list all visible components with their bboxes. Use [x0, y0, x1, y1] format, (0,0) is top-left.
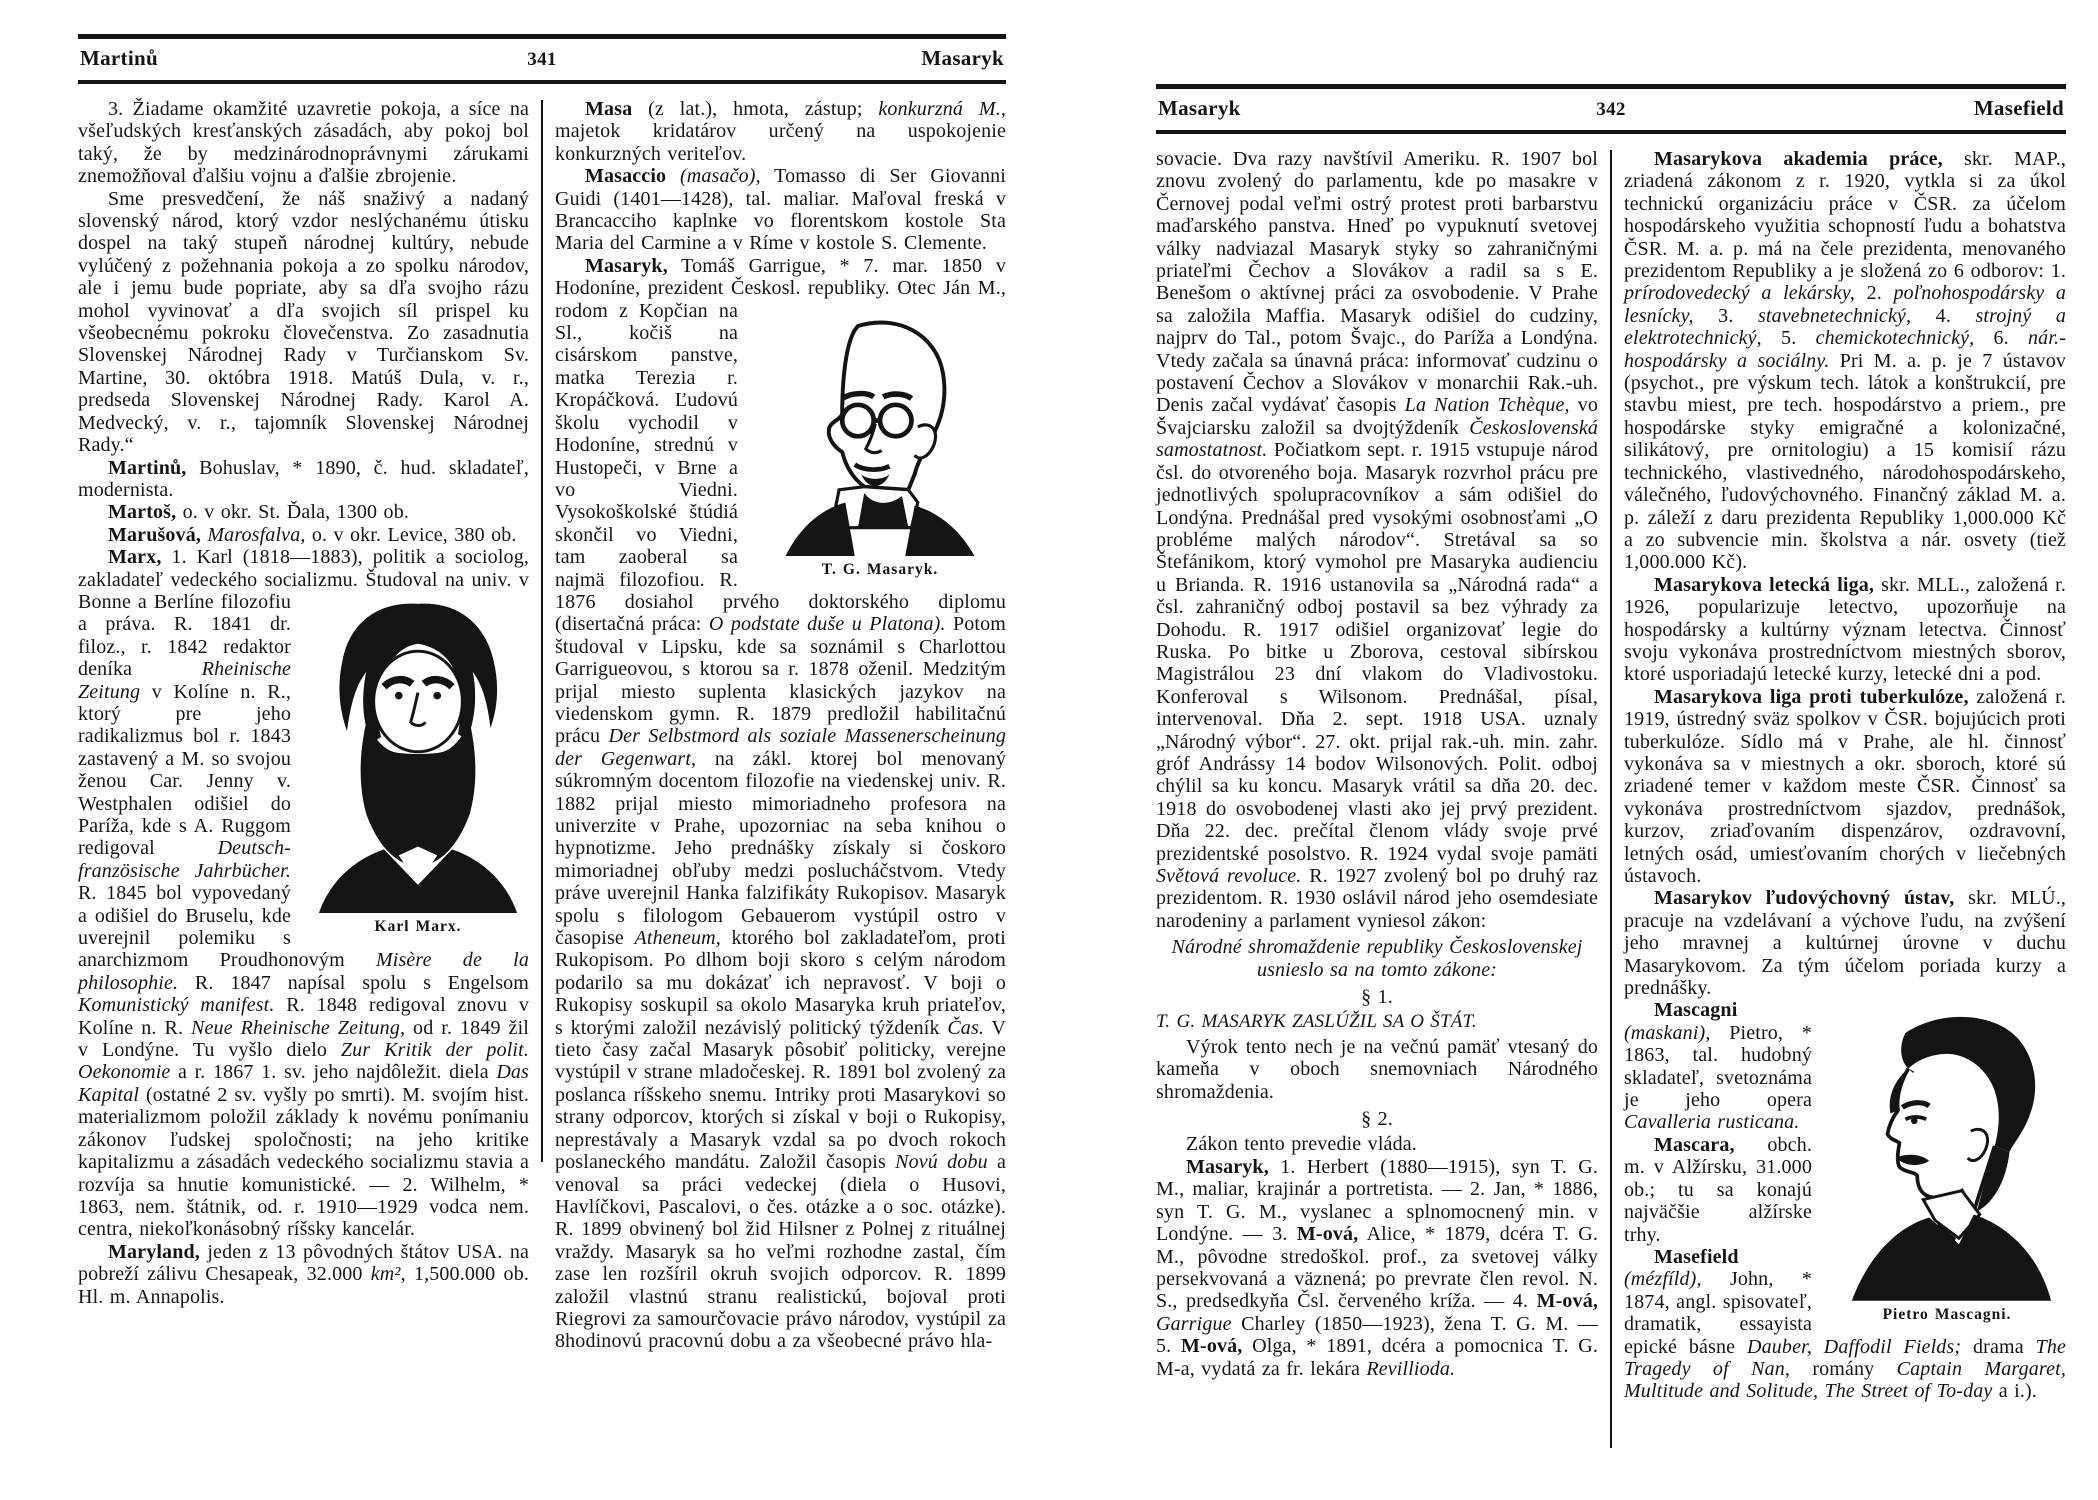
text-run: § 2. [1361, 1108, 1393, 1131]
entry-masarykova-letecka-liga [1624, 574, 2066, 686]
text-run: Misère de la philosophie. [78, 949, 529, 994]
running-head-left-page [78, 34, 1006, 84]
text-run: Světová revoluce. [1156, 865, 1302, 887]
text-run: a i.). [1992, 1380, 2037, 1403]
text-run: majetok kridatárov určený na uspokojenie konkurzných veriteľov. [555, 120, 1006, 165]
text-run: Čas. [947, 1016, 985, 1039]
text-run: M-ová, [1180, 1335, 1243, 1358]
text-run: skr. MLÚ., pracuje na vzdelávaní a výchove ľudu, na zvýšení jeho mravnej a kultúrnej úrovne v duchu Masarykovom. Za tým účelom poriada kurzy a prednášky. [1624, 887, 2066, 1000]
text-run: § 1. [1361, 986, 1393, 1009]
entry-masarykova-akademia [1624, 148, 2066, 574]
text-run: a venoval sa práci vedeckej (diela o Husovi, Havlíčkovi, Pascalovi, o čes. otázke a o soc. otázke). R. 1899 obvinený bol žid Hilsner z Polnej z rituálnej vraždy. Masaryk sa ho veľmi rozhodne zastal, čím zase len rozšíril okruh svojich odporcov. R. 1899 založil vlastnú stranu realistickú, bojoval proti Riegrovi za samourčovacie právo národov, vystúpil za 8hodinovú pracovnú dobu a za všeobecné právo hla- [555, 1151, 1006, 1353]
text-run: Marx, [108, 546, 162, 569]
text-run: (masačo), [666, 165, 761, 188]
text-run: 3. [1693, 304, 1758, 327]
text-run: Masaccio [585, 165, 667, 188]
text-run: Masarykov ľudovýchovný ústav, [1654, 887, 1955, 910]
page-number: 342 [1596, 99, 1626, 120]
text-run: Tomasso di Ser Giovanni Guidi (1401—1428), tal. maliar. Maľoval freská v Brancacciho kaplnke vo florentskom kostole Sta Maria del Carmine a v Ríme v kostole S. Clemente. [555, 165, 1006, 255]
text-run: skr. MLL., založená r. 1926, popularizuje letectvo, upozorňuje na hospodársky a kultúrny význam letectva. Činnosť svoju vykonáva prostredníctvom miestných sborov, ktoré usporiadajú letecké kurzy, letecké dni a pod. [1624, 573, 2066, 686]
text-run: R. 1927 zvolený bol po druhý raz prezidentom. R. 1930 oslávil národ jeho osemdesiate narodeniny a parlament vyniesol zákon: [1156, 865, 1598, 932]
text-run: M-ová, [1296, 1223, 1359, 1246]
text-run: Alice, * 1879, dcéra T. G. M., pôvodne stredoškol. prof., za svetovej války persekvovaná a väznená; po prevrate člen revol. N. S., predsedkyňa Čsl. červeného kríža. — 4. [1156, 1223, 1599, 1313]
tg-masaryk-portrait [754, 304, 1006, 556]
entry-masa [555, 98, 1006, 165]
entry-marx [78, 546, 529, 1241]
text-run: stavebnetechnický, [1757, 304, 1912, 327]
page-341 [78, 34, 1006, 1353]
law-par1 [1156, 1036, 1598, 1103]
mascagni-portrait [1828, 1003, 2066, 1301]
text-run: 6. [1974, 327, 2029, 350]
entry-masaryk-continuation [1156, 148, 1598, 932]
text-run: o. v okr. Levice, 380 ob. [305, 523, 517, 546]
text-run: Revillioda. [1366, 1357, 1456, 1380]
running-head-word-right: Masefield [1973, 96, 2064, 120]
page-342-column-2 [1624, 148, 2066, 1403]
running-head-word-right: Masaryk [921, 46, 1004, 70]
text-run: , 1,500.000 ob. Hl. m. Annapolis. [78, 1263, 529, 1308]
text-run: Masa [585, 98, 633, 120]
text-run: romány [1790, 1357, 1897, 1380]
karl-marx-portrait-figure [307, 595, 529, 936]
text-run: Československá samostatnost. [1156, 416, 1598, 462]
text-run: Zur Kritik der polit. Oekonomie [78, 1039, 529, 1084]
text-run: Maryland, [108, 1240, 200, 1263]
entry-masarykov-ustav [1624, 887, 2066, 999]
law-text [1156, 1011, 1598, 1033]
decree-intro [1162, 936, 1592, 981]
page-342-columns [1156, 148, 2066, 1403]
text-run: (z lat.), hmota, zástup; [632, 98, 879, 120]
entry-masaryk-tg [555, 255, 1006, 1353]
text-run: Tomáš Garrigue, * 7. mar. 1850 v Hodoníne, prezident Českosl. republiky. [555, 254, 1006, 300]
text-run: Masaryk, [585, 254, 668, 277]
text-run: založená r. 1919, ústredný sväz spolkov v ČSR. bojujúcich proti tuberkulóze. Sídlo má v Prahe, ale hl. činnosť vykonáva sa v miestnych a okr. sboroch, ktoré sú zriadené temer v každom meste ČSR. Činnosť sa vykonáva prostredníctvom sjazdov, prednášok, kurzov, zriaďovaním dispenzárov, ozdravovní, letných osád, umiesťovaním chorých v liečebných ústavoch. [1624, 685, 2067, 887]
entry-masarykova-liga-tuberkuloza [1624, 686, 2066, 888]
text-run: drama [1961, 1335, 2036, 1358]
text-run: Atheneum, [634, 927, 721, 950]
text-run: Cavalleria rusticana. [1624, 1111, 1800, 1134]
entry-martos [78, 501, 529, 523]
text-run: Masarykova liga proti tuberkulóze, [1654, 685, 1969, 708]
text-run: Masarykova letecká liga, [1654, 573, 1875, 596]
text-run: 4. [1911, 304, 1976, 327]
text-run: Martinů, [108, 456, 187, 479]
column-divider [541, 100, 543, 1162]
text-run: Charley (1850—1923), žena T. G. M. — 5. [1156, 1312, 1598, 1358]
text-run: Masefield [1654, 1245, 1739, 1268]
section-1 [1156, 986, 1598, 1008]
entry-masaryk-family [1156, 1156, 1598, 1380]
text-run: Novú dobu [895, 1151, 988, 1174]
text-run: Garrigue [1156, 1312, 1232, 1335]
text-run: (mézfíld), [1624, 1268, 1702, 1291]
text-run: skr. MAP., zriadená zákonom z r. 1920, vytkla si za úkol technickú organizáciu práce v ČSR. za účelom hospodárskeho využitia schopností ľudu a bohatstva ČSR. M. a. p. má na čele prezidenta, menovaného prezidentom Republiky a je složená zo 6 odborov: 1. [1624, 148, 2066, 283]
law-par2 [1156, 1133, 1598, 1155]
text-run: Marosfalva, [201, 523, 306, 546]
text-run: 2. [1854, 282, 1894, 305]
text-run: na zákl. ktorej bol menovaný súkromným docentom filozofie na viedenskej univ. R. 1882 prijal miesto mimoriadneho profesora na univerzite v Prahe, upozorniac na seba knihou o hypnotizme. Jeho prednášky získaly si čoskoro mimoriadnej obľuby medzi poslucháčstvom. Vtedy práve uverejnil Hanka falzifikáty Rukopisov. Masaryk spolu s filologom Gebauerom vystúpil ostro v časopise [555, 747, 1006, 950]
text-run: La Nation Tchèque, [1404, 394, 1570, 417]
text-run: Dauber, Daffodil Fields; [1747, 1335, 1962, 1358]
text-run: Pietro, * 1863, tal. hudobný skladateľ, svetoznáma je jeho opera [1624, 1021, 1812, 1112]
text-run: R. 1847 napísal spolu s Engelsom [178, 971, 529, 994]
text-run: km² [370, 1263, 401, 1286]
text-run: jeden z 13 pôvodných štátov USA. na pobreží zálivu Chesapeak, 32.000 [78, 1240, 529, 1286]
text-run: Marušová, [108, 523, 202, 546]
text-run: Bohuslav, * 1890, č. hud. skladateľ, modernista. [78, 456, 529, 501]
text-run: (maskani), [1624, 1021, 1711, 1044]
text-run: Otec Ján M., rodom z Kopčian na Sl., kočiš na cisárskom panstve, matka Terezia r. Kropáčková. Ľudovú školu vychodil v Hodoníne, strednú v Hustopeči, v Brne a vo Viedni. Vysokoškolské štúdiá skončil vo Viedni, tam zaoberal sa najmä filozofiou. R. 1876 dosiahol prvého doktorského diplomu (disertačná práca: [555, 277, 1006, 636]
text-run: Rheinische Zeitung [78, 658, 291, 703]
text-run: a r. 1867 1. sv. jeho najdôležit. diela [170, 1061, 497, 1084]
running-head-right-page [1156, 84, 2066, 134]
text-run: od r. 1849 žil v Londýne. Tu vyšlo dielo [78, 1016, 529, 1062]
text-run: R. 1845 bol vypovedaný a odišiel do Bruselu, kde uverejnil polemiku s anarchizmom Proudhonovým [78, 882, 376, 972]
text-run: strojný a elektrotechnický, [1624, 304, 2067, 350]
column-divider [1610, 150, 1612, 1448]
tg-masaryk-portrait-figure [754, 304, 1006, 579]
page-342 [1156, 84, 2066, 1403]
text-run: Captain Margaret, Multitude and Solitude, The Street of To-day [1624, 1357, 2066, 1403]
karl-marx-portrait [307, 595, 529, 913]
text-run: ktorého bol zakladateľom, proti Rukopisom. Po dlhom boji skoro s celým národom podarilo sa mu dokázať ich nepravosť. V boji o Rukopisy soskupil sa okolo Masaryka kruh priateľov, s ktorými založil nezávislý politický týždeník [555, 927, 1006, 1039]
text-run: Výrok tento nech je na večnú pamäť vtesaný do kameňa v oboch snemovniach Národného shromaždenia. [1156, 1035, 1598, 1103]
section-2 [1156, 1108, 1598, 1130]
text-run: vo Švajciarsku založil sa dvojtýždeník [1156, 394, 1598, 439]
page-341-column-2 [555, 98, 1006, 1353]
text-run: prírodovedecký a lekársky, [1624, 282, 1855, 305]
text-run: poľnohospodársky a lesnícky, [1624, 282, 2066, 327]
text-run: v Kolíne n. R., ktorý pre jeho radikalizmus bol r. 1843 zastavený a M. so svojou ženou Car. Jenny v. Westphalen odišiel do Paríža, kde s A. Ruggom redigoval [78, 680, 291, 860]
text-run: Študoval na univ. v Bonne a Berlíne filozofiu a práva. R. 1841 dr. filoz., r. 1842 redaktor deníka [78, 568, 529, 681]
text-run: R. 1848 redigoval znovu v Kolíne n. R. [78, 994, 529, 1039]
mascagni-portrait-figure [1828, 1003, 2066, 1324]
text-run: (ostatné 2 sv. vyšly po smrti). M. svojím hist. materializmom položil základy k novému ponímaniu zákonov ľudskej spoločnosti; na jeho kritike kapitalizmu a zásadách vedeckého socializmu stavia a rozvíja sa hnutie komunistické. — 2. Wilhelm, * 1863, nem. štátnik, od. r. 1910—1929 vodca nem. centra, niekoľkonásobný ríšsky kancelár. [78, 1083, 529, 1241]
text-run: Martoš, [108, 501, 177, 524]
text-run: obch. m. v Alžírsku, 31.000 ob.; tu sa konajú najväčšie alžírske trhy. [1624, 1133, 1812, 1246]
text-run: 1. Herbert (1880—1915), syn T. G. M., maliar, krajinár a portretista. — 2. Jan, * 1886, syn T. G. M., vyslanec a splnomocnený min. v Londýne. — 3. [1156, 1155, 1598, 1246]
text-run: Komunistický manifest. [78, 994, 275, 1017]
text-run: 3. Žiadame okamžité uzavretie pokoja, a síce na všeľudských kresťanských zásadách, aby pokoj bol taký, že by medzinárodnoprávnymi zárukami znemožňoval ďalšiu vojnu a ďalšie zbrojenie. [78, 98, 529, 188]
page-number: 341 [527, 49, 557, 70]
text-run: 1. Karl (1818—1883), politik a sociolog, zakladateľ vedeckého socializmu. [78, 546, 529, 591]
text-run: Masaryk, [1186, 1155, 1269, 1178]
text-run: Mascagni [1654, 999, 1738, 1022]
text-run: Počiatkom sept. r. 1915 vstupuje národ čsl. do otvoreného boja. Masaryk rozvrhol prácu pre jednotlivých spolupracovníkov a sám odišiel do Londýna. Prednášal pred vysokými osobnosťami „O probléme malých národov“. Stretával sa so Štefánikom, ktorý vymohol pre Masaryka audienciu u Brianda. R. 1916 ustanovila sa „Národná rada“ a čsl. zahraničný odboj postavil sa bez výhrady za Dohodu. R. 1917 odišiel organizovať legie do Ruska. Po bitke u Zborova, cestoval sibírskou Magistrálou 23 dní vlakom do Vladivostoku. Konferoval s Wilsonom. Prednášal, písal, intervenoval. Dňa 2. sept. 1918 USA. uznaly „Národný výbor“. 27. okt. prijal rak.-uh. min. zahr. gróf Andrássy 14 bodov Wilsonových. Polit. odboj chýlil sa ku koncu. Masaryk vrátil sa dňa 20. dec. 1918 do osvobodenej vlasti ako jej prvý prezident. Dňa 22. dec. prečítal členom vlády svoje prvé prezidentské posolstvo. R. 1924 vydal svoje pamäti [1156, 439, 1598, 865]
text-run: M-ová, [1536, 1290, 1598, 1313]
entry-marusova [78, 524, 529, 546]
text-run: O podstate duše u Platona). [708, 613, 946, 636]
running-head-word-left: Martinů [80, 46, 158, 70]
text-run: chemickotechnický, [1815, 327, 1975, 350]
mascagni-caption: Pietro Mascagni. [1882, 1306, 2012, 1324]
text-run: Der Selbstmord als soziale Massenerscheinung der Gegenwart, [555, 725, 1007, 770]
text-run: The Tragedy of Nan, [1624, 1335, 2067, 1380]
page-341-column-1 [78, 98, 529, 1353]
text-run: nár.-hospodársky a sociálny. [1624, 327, 2067, 372]
karl-marx-caption: Karl Marx. [374, 917, 462, 935]
text-run: Das Kapital [78, 1061, 529, 1106]
tg-masaryk-caption: T. G. Masaryk. [821, 560, 939, 578]
text-run: sovacie. Dva razy navštívil Ameriku. R. 1907 bol znovu zvolený do parlamentu, kde po masakre v Černovej podal veľmi ostrý protest proti barbarstvu maďarského panstva. Hneď po vypuknutí svetovej války nadviazal Masaryk styky so zahraničnými priateľmi Čechov a Slovákov a radil sa s E. Benešom o aktívnej práci za osvobodenie. V Prahe sa založila Maffia. Masaryk odišiel do cudziny, najprv do Tal., potom Švajc., do Paríža a Londýna. Vtedy začala sa únavná práca: informovať cudzinu o postavení Čechov a Slovákov v monarchii Rak.-uh. Denis začal vydávať časopis [1156, 148, 1598, 417]
text-run: o. v okr. St. Ďala, 1300 ob. [176, 501, 409, 524]
page-342-column-1 [1156, 148, 1598, 1403]
text-run: John, * 1874, angl. spisovateľ, dramatik, essayista epické básne [1624, 1268, 1812, 1358]
text-run: Olga, * 1891, dcéra a pomocnica T. G. M-a, vydatá za fr. lekára [1156, 1335, 1598, 1380]
text-run: Sme presvedčení, že náš snaživý a nadaný slovenský národ, ktorý vzdor neslýchanému útisku dospel na taký stupeň národnej kultúry, nebude vylúčený z požehnania pokoja a zo spolku národov, ale i jemu bude popriate, aby sa dľa svojho rázu mohol vyvinovať a dľa svojich síl prispel ku všeobecnému pokroku človečenstva. Zo zasadnutia Slovenskej Národnej Rady v Turčianskom Sv. Martine, 30. októbra 1918. Matúš Dula, v. r., predseda Slovenskej Národnej Rady. Karol A. Medvecký, v. r., tajomník Slovenskej Národnej Rady.“ [78, 187, 529, 457]
running-head-word-left: Masaryk [1158, 96, 1241, 120]
entry-masaccio [555, 165, 1006, 255]
text-run: V tieto časy začal Masaryk pôsobiť politicky, verejne vystúpil v strane mladočeskej. R. 1891 bol zvolený za poslanca ríšskeho snemu. Intriky proti Masarykovi so strany odporcov, ktorých si získal v boji o Rukopisy, neprestávaly a Masaryk vzdal sa po dvoch rokoch poslaneckého mandátu. Založil časopis [555, 1016, 1006, 1174]
entry-sme-presvedceni [78, 188, 529, 457]
text-run: Potom študoval v Lipsku, kde sa soznámil s Charlottou Garrigueovou, s ktorou sa r. 1878 oženil. Medzitým prijal miesto suplenta klasických jazykov na viedenskom gymn. R. 1879 predložil habilitačnú prácu [555, 613, 1006, 748]
entry-ziadame-continuation [78, 98, 529, 188]
text-run: konkurzná M., [878, 98, 1006, 120]
text-run: T. G. MASARYK ZASLÚŽIL SA O ŠTÁT. [1156, 1011, 1477, 1033]
text-run: Masarykova akademia práce, [1654, 148, 1943, 170]
page-341-columns [78, 98, 1006, 1353]
text-run: Národné shromaždenie republiky Československej usnieslo sa na tomto zákone: [1171, 936, 1583, 981]
text-run: Pri M. a. p. je 7 ústavov (psychot., pre výskum tech. látok a konštrukcií, pre stavbu miest, pre tech. hospodárstvo a priem., pre hospodárske styky emigračné a kolonizačné, silikátový, pre ornitologiu) a 15 komisií rázu technického, vlastivedného, národohospodárskeho, válečného, ľudovýchovného. Finančný základ M. a. p. záleží z daru prezidenta Republiky 1,000.000 Kč a zo subvencie min. školstva a nár. osvety (tiež 1,000.000 Kč). [1624, 349, 2066, 574]
text-run: Zákon tento prevedie vláda. [1186, 1133, 1417, 1156]
text-run: Mascara, [1654, 1133, 1735, 1156]
text-run: 5. [1761, 327, 1816, 350]
text-run: Neue Rheinische Zeitung, [191, 1016, 406, 1039]
text-run: Deutsch-französische Jahrbücher. [78, 837, 291, 882]
entry-maryland [78, 1241, 529, 1308]
entry-martinu [78, 457, 529, 502]
